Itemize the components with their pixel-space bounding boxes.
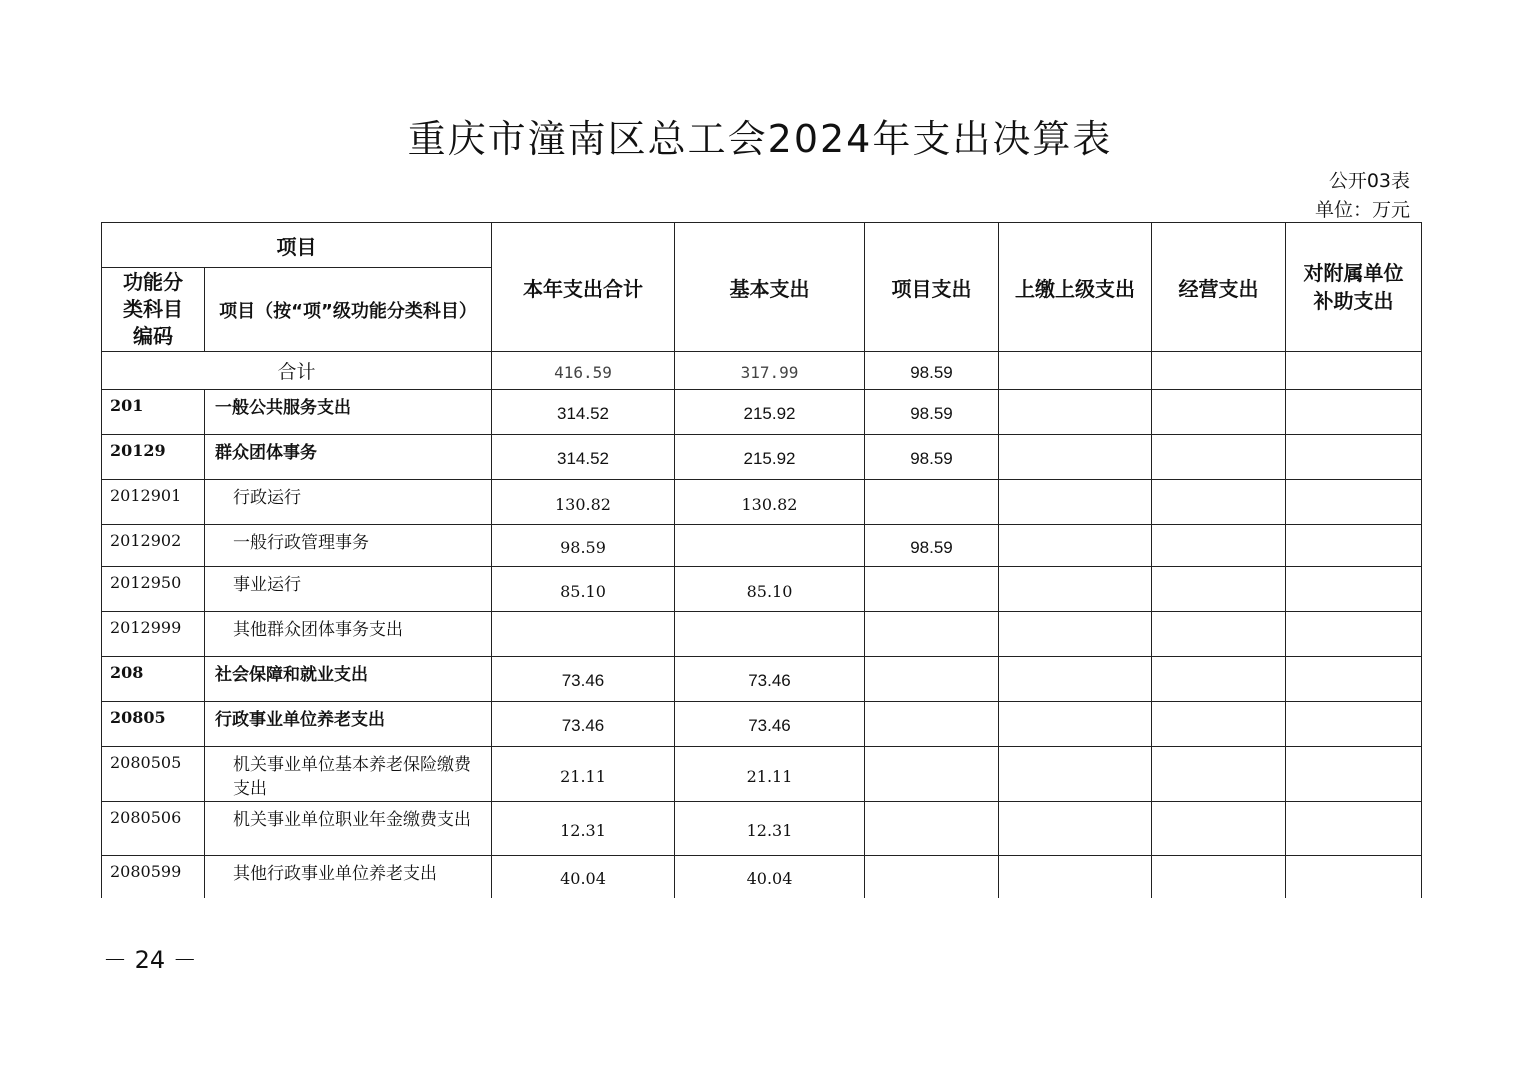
row-basic: 21.11	[675, 747, 865, 802]
row-code: 2012999	[102, 612, 205, 657]
row-code: 2012902	[102, 525, 205, 567]
row-basic: 73.46	[675, 702, 865, 747]
row-business	[1152, 856, 1286, 898]
row-name: 事业运行	[205, 567, 492, 612]
total-basic: 317.99	[675, 352, 865, 390]
table-row	[102, 747, 1422, 802]
header-upper: 上缴上级支出	[999, 223, 1152, 352]
page-title: 重庆市潼南区总工会2024年支出决算表	[407, 117, 1113, 161]
row-project	[865, 480, 999, 525]
total-business	[1152, 352, 1286, 390]
row-name: 社会保障和就业支出	[205, 657, 492, 702]
expenditure-table	[101, 222, 1422, 898]
row-name: 机关事业单位基本养老保险缴费支出	[205, 747, 492, 802]
total-label: 合计	[102, 352, 492, 390]
row-upper	[999, 435, 1152, 480]
row-upper	[999, 612, 1152, 657]
row-subsidy	[1286, 525, 1422, 567]
row-total: 314.52	[492, 435, 675, 480]
table-row	[102, 435, 1422, 480]
table-row	[102, 802, 1422, 856]
row-total: 40.04	[492, 856, 675, 898]
row-project	[865, 702, 999, 747]
row-project	[865, 747, 999, 802]
row-code: 2080599	[102, 856, 205, 898]
row-business	[1152, 480, 1286, 525]
row-code: 20129	[102, 435, 205, 480]
row-subsidy	[1286, 390, 1422, 435]
row-name: 一般公共服务支出	[205, 390, 492, 435]
row-subsidy	[1286, 747, 1422, 802]
unit-label: 单位：万元	[1314, 199, 1410, 221]
header-code: 功能分类科目编码	[102, 268, 205, 352]
row-subsidy	[1286, 702, 1422, 747]
row-subsidy	[1286, 657, 1422, 702]
row-business	[1152, 657, 1286, 702]
row-name: 其他群众团体事务支出	[205, 612, 492, 657]
row-basic: 85.10	[675, 567, 865, 612]
row-subsidy	[1286, 802, 1422, 856]
row-upper	[999, 657, 1152, 702]
row-code: 2080506	[102, 802, 205, 856]
table-row	[102, 525, 1422, 567]
row-subsidy	[1286, 612, 1422, 657]
row-code: 2080505	[102, 747, 205, 802]
row-total: 12.31	[492, 802, 675, 856]
table-row	[102, 702, 1422, 747]
row-upper	[999, 856, 1152, 898]
row-basic: 130.82	[675, 480, 865, 525]
row-basic: 73.46	[675, 657, 865, 702]
table-row	[102, 856, 1422, 898]
row-upper	[999, 525, 1152, 567]
row-total	[492, 612, 675, 657]
row-total: 73.46	[492, 702, 675, 747]
table-row	[102, 612, 1422, 657]
row-code: 2012950	[102, 567, 205, 612]
row-upper	[999, 480, 1152, 525]
row-code: 2012901	[102, 480, 205, 525]
row-project: 98.59	[865, 390, 999, 435]
row-business	[1152, 747, 1286, 802]
header-subsidy: 对附属单位补助支出	[1286, 223, 1422, 352]
row-subsidy	[1286, 567, 1422, 612]
row-basic: 215.92	[675, 435, 865, 480]
row-business	[1152, 567, 1286, 612]
row-project: 98.59	[865, 525, 999, 567]
page-number: － 24 －	[103, 946, 197, 974]
row-name: 行政运行	[205, 480, 492, 525]
row-total: 98.59	[492, 525, 675, 567]
header-total: 本年支出合计	[492, 223, 675, 352]
row-basic	[675, 525, 865, 567]
row-total: 73.46	[492, 657, 675, 702]
row-total: 314.52	[492, 390, 675, 435]
row-subsidy	[1286, 856, 1422, 898]
total-upper	[999, 352, 1152, 390]
table-row	[102, 567, 1422, 612]
header-project-expense: 项目支出	[865, 223, 999, 352]
row-code: 201	[102, 390, 205, 435]
row-business	[1152, 802, 1286, 856]
row-project	[865, 657, 999, 702]
row-business	[1152, 390, 1286, 435]
header-basic: 基本支出	[675, 223, 865, 352]
row-upper	[999, 567, 1152, 612]
row-business	[1152, 525, 1286, 567]
total-row	[102, 352, 1422, 390]
row-project	[865, 612, 999, 657]
header-business: 经营支出	[1152, 223, 1286, 352]
row-project: 98.59	[865, 435, 999, 480]
row-subsidy	[1286, 480, 1422, 525]
row-basic: 215.92	[675, 390, 865, 435]
row-project	[865, 856, 999, 898]
row-name: 一般行政管理事务	[205, 525, 492, 567]
table-row	[102, 657, 1422, 702]
row-name: 行政事业单位养老支出	[205, 702, 492, 747]
row-name: 群众团体事务	[205, 435, 492, 480]
row-code: 208	[102, 657, 205, 702]
total-subsidy	[1286, 352, 1422, 390]
row-code: 20805	[102, 702, 205, 747]
row-basic	[675, 612, 865, 657]
row-project	[865, 802, 999, 856]
total-value: 416.59	[492, 352, 675, 390]
row-upper	[999, 747, 1152, 802]
form-number: 公开03表	[1328, 170, 1410, 192]
table-row	[102, 390, 1422, 435]
row-total: 85.10	[492, 567, 675, 612]
row-total: 21.11	[492, 747, 675, 802]
header-project: 项目	[102, 223, 492, 268]
row-total: 130.82	[492, 480, 675, 525]
row-name: 机关事业单位职业年金缴费支出	[205, 802, 492, 856]
table-row	[102, 480, 1422, 525]
total-project: 98.59	[865, 352, 999, 390]
row-business	[1152, 435, 1286, 480]
header-name: 项目（按“项”级功能分类科目）	[205, 268, 492, 352]
row-basic: 40.04	[675, 856, 865, 898]
row-upper	[999, 390, 1152, 435]
row-basic: 12.31	[675, 802, 865, 856]
row-upper	[999, 802, 1152, 856]
row-upper	[999, 702, 1152, 747]
row-business	[1152, 702, 1286, 747]
row-subsidy	[1286, 435, 1422, 480]
row-project	[865, 567, 999, 612]
row-name: 其他行政事业单位养老支出	[205, 856, 492, 898]
row-business	[1152, 612, 1286, 657]
